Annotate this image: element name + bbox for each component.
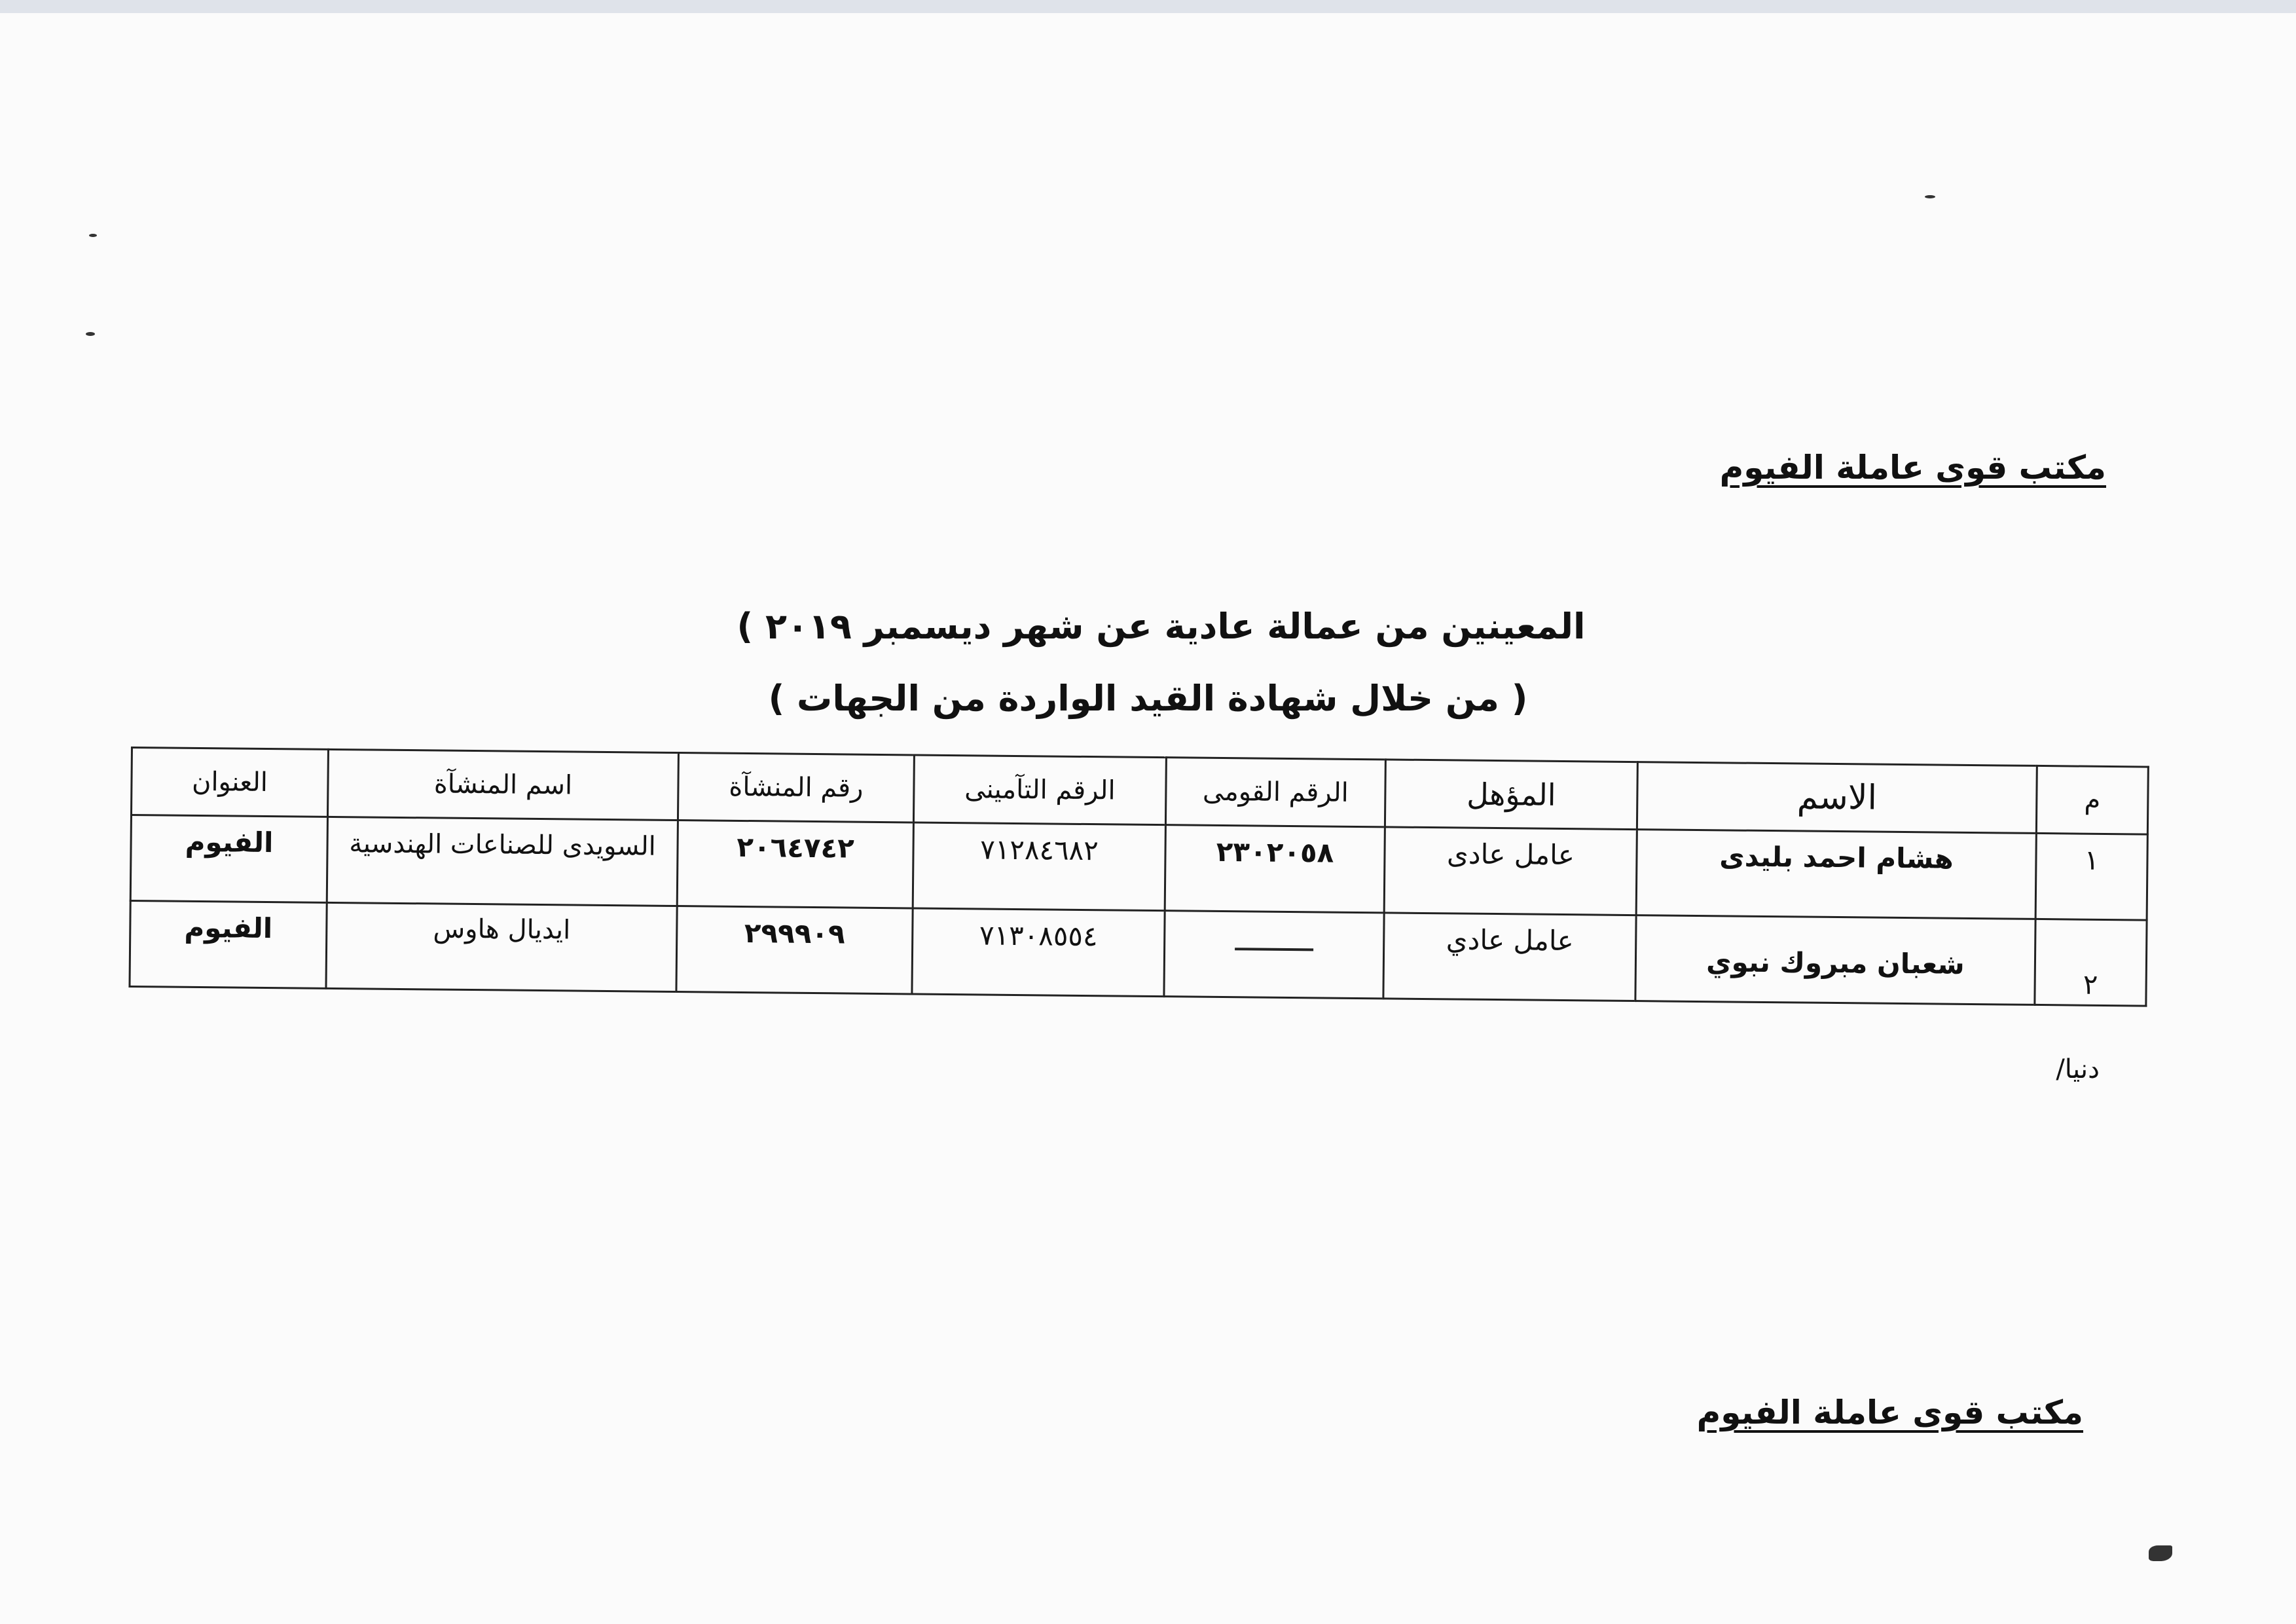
- scan-speck: [2149, 1545, 2172, 1561]
- office-title-bottom: مكتب قوى عاملة الفيوم: [1696, 1393, 2083, 1431]
- header-facility-no: رقم المنشآة: [678, 753, 914, 822]
- row-qualification: عامل عادى: [1384, 827, 1637, 915]
- row-national-id: ٢٣٠٢٠٥٨: [1165, 825, 1385, 913]
- records-table-wrapper: [128, 747, 2147, 1007]
- row-facility-no: ٢٩٩٩٠٩: [676, 906, 913, 994]
- row-name: شعبان مبروك نبوي: [1635, 915, 2035, 1005]
- scan-speck: [86, 332, 95, 336]
- scan-speck: [1925, 195, 1935, 198]
- row-national-id: [1164, 911, 1384, 999]
- row-name: هشام احمد بليدى: [1636, 830, 2036, 919]
- header-facility-name: اسم المنشآة: [327, 749, 678, 820]
- header-national-id: الرقم القومى: [1165, 758, 1385, 827]
- row-address: الفيوم: [130, 901, 327, 989]
- row-facility-name: السويدى للصناعات الهندسية: [327, 817, 678, 906]
- office-title-top: مكتب قوى عاملة الفيوم: [1719, 449, 2106, 487]
- records-table: [128, 747, 2149, 1007]
- empty-dash: [1235, 948, 1313, 951]
- row-facility-no: ٢٠٦٤٧٤٢: [677, 821, 913, 908]
- header-qualification: المؤهل: [1385, 760, 1637, 830]
- header-address: العنوان: [131, 748, 328, 817]
- row-index: ٢: [2035, 919, 2147, 1006]
- report-heading: المعينين من عمالة عادية عن شهر ديسمبر ٢٠١٩ ): [737, 606, 1586, 647]
- row-address: الفيوم: [130, 815, 327, 903]
- row-qualification: عامل عادي: [1383, 913, 1636, 1001]
- report-subheading: ( من خلال شهادة القيد الواردة من الجهات ): [768, 678, 1528, 719]
- row-insurance-no: ٧١٣٠٨٥٥٤: [912, 908, 1165, 997]
- row-index: ١: [2035, 833, 2147, 920]
- header-insurance-no: الرقم التآمينى: [913, 755, 1166, 825]
- row-facility-name: ايديال هاوس: [326, 902, 677, 991]
- header-name: الاسم: [1637, 762, 2037, 834]
- scan-speck: [89, 234, 97, 237]
- signature-note: دنيا/: [2056, 1054, 2100, 1084]
- row-insurance-no: ٧١٢٨٤٦٨٢: [913, 822, 1165, 911]
- header-index: م: [2036, 766, 2148, 834]
- scan-top-band: [0, 0, 2296, 13]
